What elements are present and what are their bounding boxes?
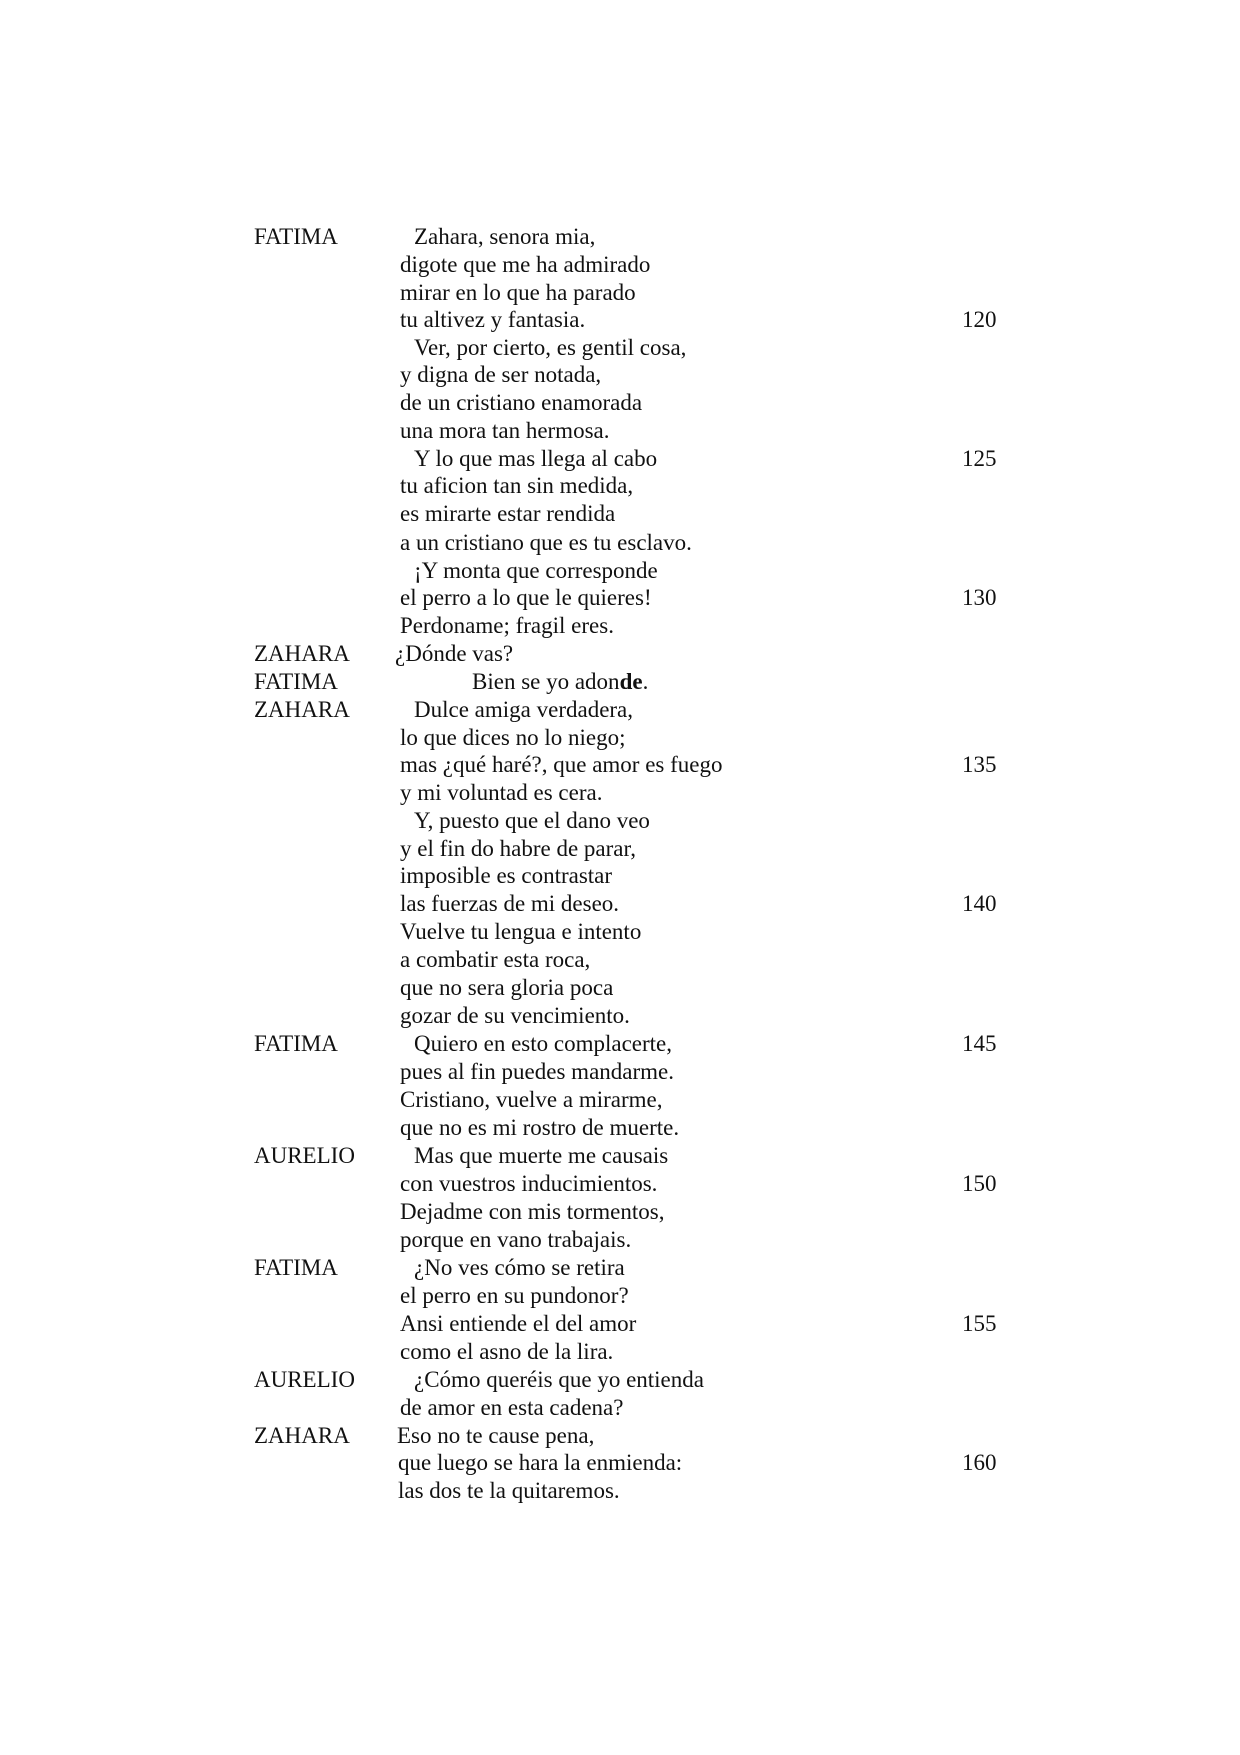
verse-text [400,529,692,557]
line-number: 130 [962,585,997,610]
speaker-name: FATIMA [254,1255,338,1280]
verse-line [0,612,1240,640]
verse-text [400,724,626,752]
verse-text-main: Ver, por cierto, es gentil cosa, [414,335,687,360]
verse-text-main: y mi voluntad es cera. [400,780,603,805]
verse-text-main: ¿Cómo queréis que yo entienda [414,1367,704,1392]
verse-text [414,334,686,362]
verse-line [0,835,1240,863]
verse-line [0,1086,1240,1114]
verse-line [0,640,1240,668]
verse-text [400,361,601,389]
verse-text-main: Vuelve tu lengua e intento [400,919,642,944]
verse-text-main: una mora tan hermosa. [400,418,610,443]
verse-text-main: Quiero en esto complacerte, [414,1031,672,1056]
verse-text-main: Bien se yo adon [472,669,620,694]
verse-line [0,1422,1240,1450]
verse-text-main: que no es mi rostro de muerte. [400,1115,680,1140]
verse-line [0,1394,1240,1422]
verse-line [0,361,1240,389]
verse-text [414,1030,672,1058]
verse-text-main: el perro a lo que le quieres! [400,585,652,610]
line-number: 160 [962,1450,997,1475]
verse-text [400,389,642,417]
verse-text-main: Cristiano, vuelve a mirarme, [400,1087,663,1112]
verse-text [400,1058,674,1086]
verse-line [0,334,1240,362]
verse-text [400,1198,664,1226]
verse-line [0,223,1240,251]
speaker-name: AURELIO [254,1143,355,1168]
verse-line [0,1366,1240,1394]
line-number: 135 [962,752,997,777]
verse-text-main: lo que dices no lo niego; [400,725,626,750]
verse-text [400,974,613,1002]
line-number: 125 [962,446,997,471]
verse-text [414,1254,625,1282]
verse-text [414,445,657,473]
verse-line [0,1114,1240,1142]
verse-text-main: ¿Dónde vas? [395,641,514,666]
verse-text [400,251,650,279]
verse-text [398,1449,682,1477]
verse-text-main: tu aficion tan sin medida, [400,473,634,498]
verse-text-main: a combatir esta roca, [400,947,591,972]
verse-line [0,557,1240,585]
verse-line [0,918,1240,946]
verse-text [400,1226,631,1254]
speaker-name: ZAHARA [254,641,350,666]
verse-text-main: es mirarte estar rendida [400,501,616,526]
verse-line [0,279,1240,307]
verse-text-tail: . [642,669,649,694]
verse-text-main: de amor en esta cadena? [400,1395,624,1420]
verse-line [0,306,1240,334]
verse-line [0,724,1240,752]
verse-text [472,668,648,696]
verse-line [0,1226,1240,1254]
verse-line [0,529,1240,557]
verse-text-main: Eso no te cause pena, [397,1423,595,1448]
verse-text-main: con vuestros inducimientos. [400,1171,658,1196]
verse-line [0,472,1240,500]
verse-line [0,1310,1240,1338]
verse-text-main: Dulce amiga verdadera, [414,697,634,722]
verse-text-main: Zahara, senora mia, [414,224,596,249]
verse-text [400,918,641,946]
verse-text-main: de un cristiano enamorada [400,390,643,415]
verse-line [0,1198,1240,1226]
verse-text [400,1338,613,1366]
verse-text [397,1422,594,1450]
verse-text [400,1086,663,1114]
verse-line [0,1449,1240,1477]
speaker-name: FATIMA [254,1031,338,1056]
verse-text [398,1477,620,1505]
verse-text [400,751,723,779]
verse-line [0,974,1240,1002]
verse-text [400,472,633,500]
verse-text-main: Ansi entiende el del amor [400,1311,637,1336]
verse-text-main: como el asno de la lira. [400,1339,614,1364]
verse-text [400,1310,636,1338]
verse-text [400,306,585,334]
verse-line [0,1030,1240,1058]
verse-text [400,1394,623,1422]
verse-text-main: pues al fin puedes mandarme. [400,1059,674,1084]
verse-text-main: Dejadme con mis tormentos, [400,1199,665,1224]
verse-line [0,417,1240,445]
verse-text-main: imposible es contrastar [400,863,613,888]
verse-text [400,500,615,528]
verse-text [400,279,636,307]
verse-text [400,835,636,863]
line-number: 155 [962,1311,997,1336]
verse-line [0,807,1240,835]
verse-text-main: digote que me ha admirado [400,252,651,277]
verse-text-main: Y, puesto que el dano veo [414,808,650,833]
line-number: 140 [962,891,997,916]
verse-line [0,1170,1240,1198]
speaker-name: ZAHARA [254,1423,350,1448]
verse-line [0,1282,1240,1310]
verse-text-main: el perro en su pundonor? [400,1283,629,1308]
verse-line [0,1477,1240,1505]
verse-text [400,612,614,640]
verse-text-main: mirar en lo que ha parado [400,280,636,305]
verse-line [0,890,1240,918]
verse-text-bold: de [619,669,643,694]
verse-text-main: que no sera gloria poca [400,975,614,1000]
verse-text [414,1142,668,1170]
line-number: 150 [962,1171,997,1196]
verse-line [0,1002,1240,1030]
verse-text-main: las dos te la quitaremos. [398,1478,620,1503]
verse-text [414,696,633,724]
verse-text [400,890,619,918]
verse-line [0,500,1240,528]
verse-line [0,1058,1240,1086]
verse-line [0,445,1240,473]
verse-line [0,668,1240,696]
verse-text-main: y digna de ser notada, [400,362,602,387]
verse-text [414,807,650,835]
verse-text [414,1366,704,1394]
verse-text-main: las fuerzas de mi deseo. [400,891,620,916]
line-number: 145 [962,1031,997,1056]
verse-text-main: tu altivez y fantasia. [400,307,586,332]
verse-text-main: y el fin do habre de parar, [400,836,636,861]
verse-line [0,862,1240,890]
verse-text-main: a un cristiano que es tu esclavo. [400,530,692,555]
verse-text-main: Perdoname; fragil eres. [400,613,614,638]
verse-text [400,1002,630,1030]
verse-text [414,557,658,585]
verse-text-main: porque en vano trabajais. [400,1227,632,1252]
verse-text-main: mas ¿qué haré?, que amor es fuego [400,752,723,777]
verse-text [400,1114,679,1142]
speaker-name: FATIMA [254,669,338,694]
line-number: 120 [962,307,997,332]
verse-line [0,584,1240,612]
verse-line [0,1254,1240,1282]
verse-line [0,946,1240,974]
verse-line [0,1142,1240,1170]
verse-text-main: que luego se hara la enmienda: [398,1450,683,1475]
verse-text-main: ¿No ves cómo se retira [414,1255,625,1280]
verse-line [0,389,1240,417]
verse-text [395,640,513,668]
verse-line [0,779,1240,807]
verse-text [400,862,612,890]
verse-text-main: ¡Y monta que corresponde [414,558,658,583]
verse-line [0,696,1240,724]
verse-text [400,1282,629,1310]
verse-line [0,251,1240,279]
verse-text-main: Y lo que mas llega al cabo [414,446,658,471]
speaker-name: ZAHARA [254,697,350,722]
verse-text [400,584,652,612]
verse-text [400,779,602,807]
verse-text [400,946,590,974]
verse-text-main: Mas que muerte me causais [414,1143,669,1168]
speaker-name: AURELIO [254,1367,355,1392]
verse-text-main: gozar de su vencimiento. [400,1003,630,1028]
speaker-name: FATIMA [254,224,338,249]
verse-text [414,223,595,251]
verse-text [400,417,609,445]
verse-text [400,1170,657,1198]
verse-line [0,751,1240,779]
verse-line [0,1338,1240,1366]
